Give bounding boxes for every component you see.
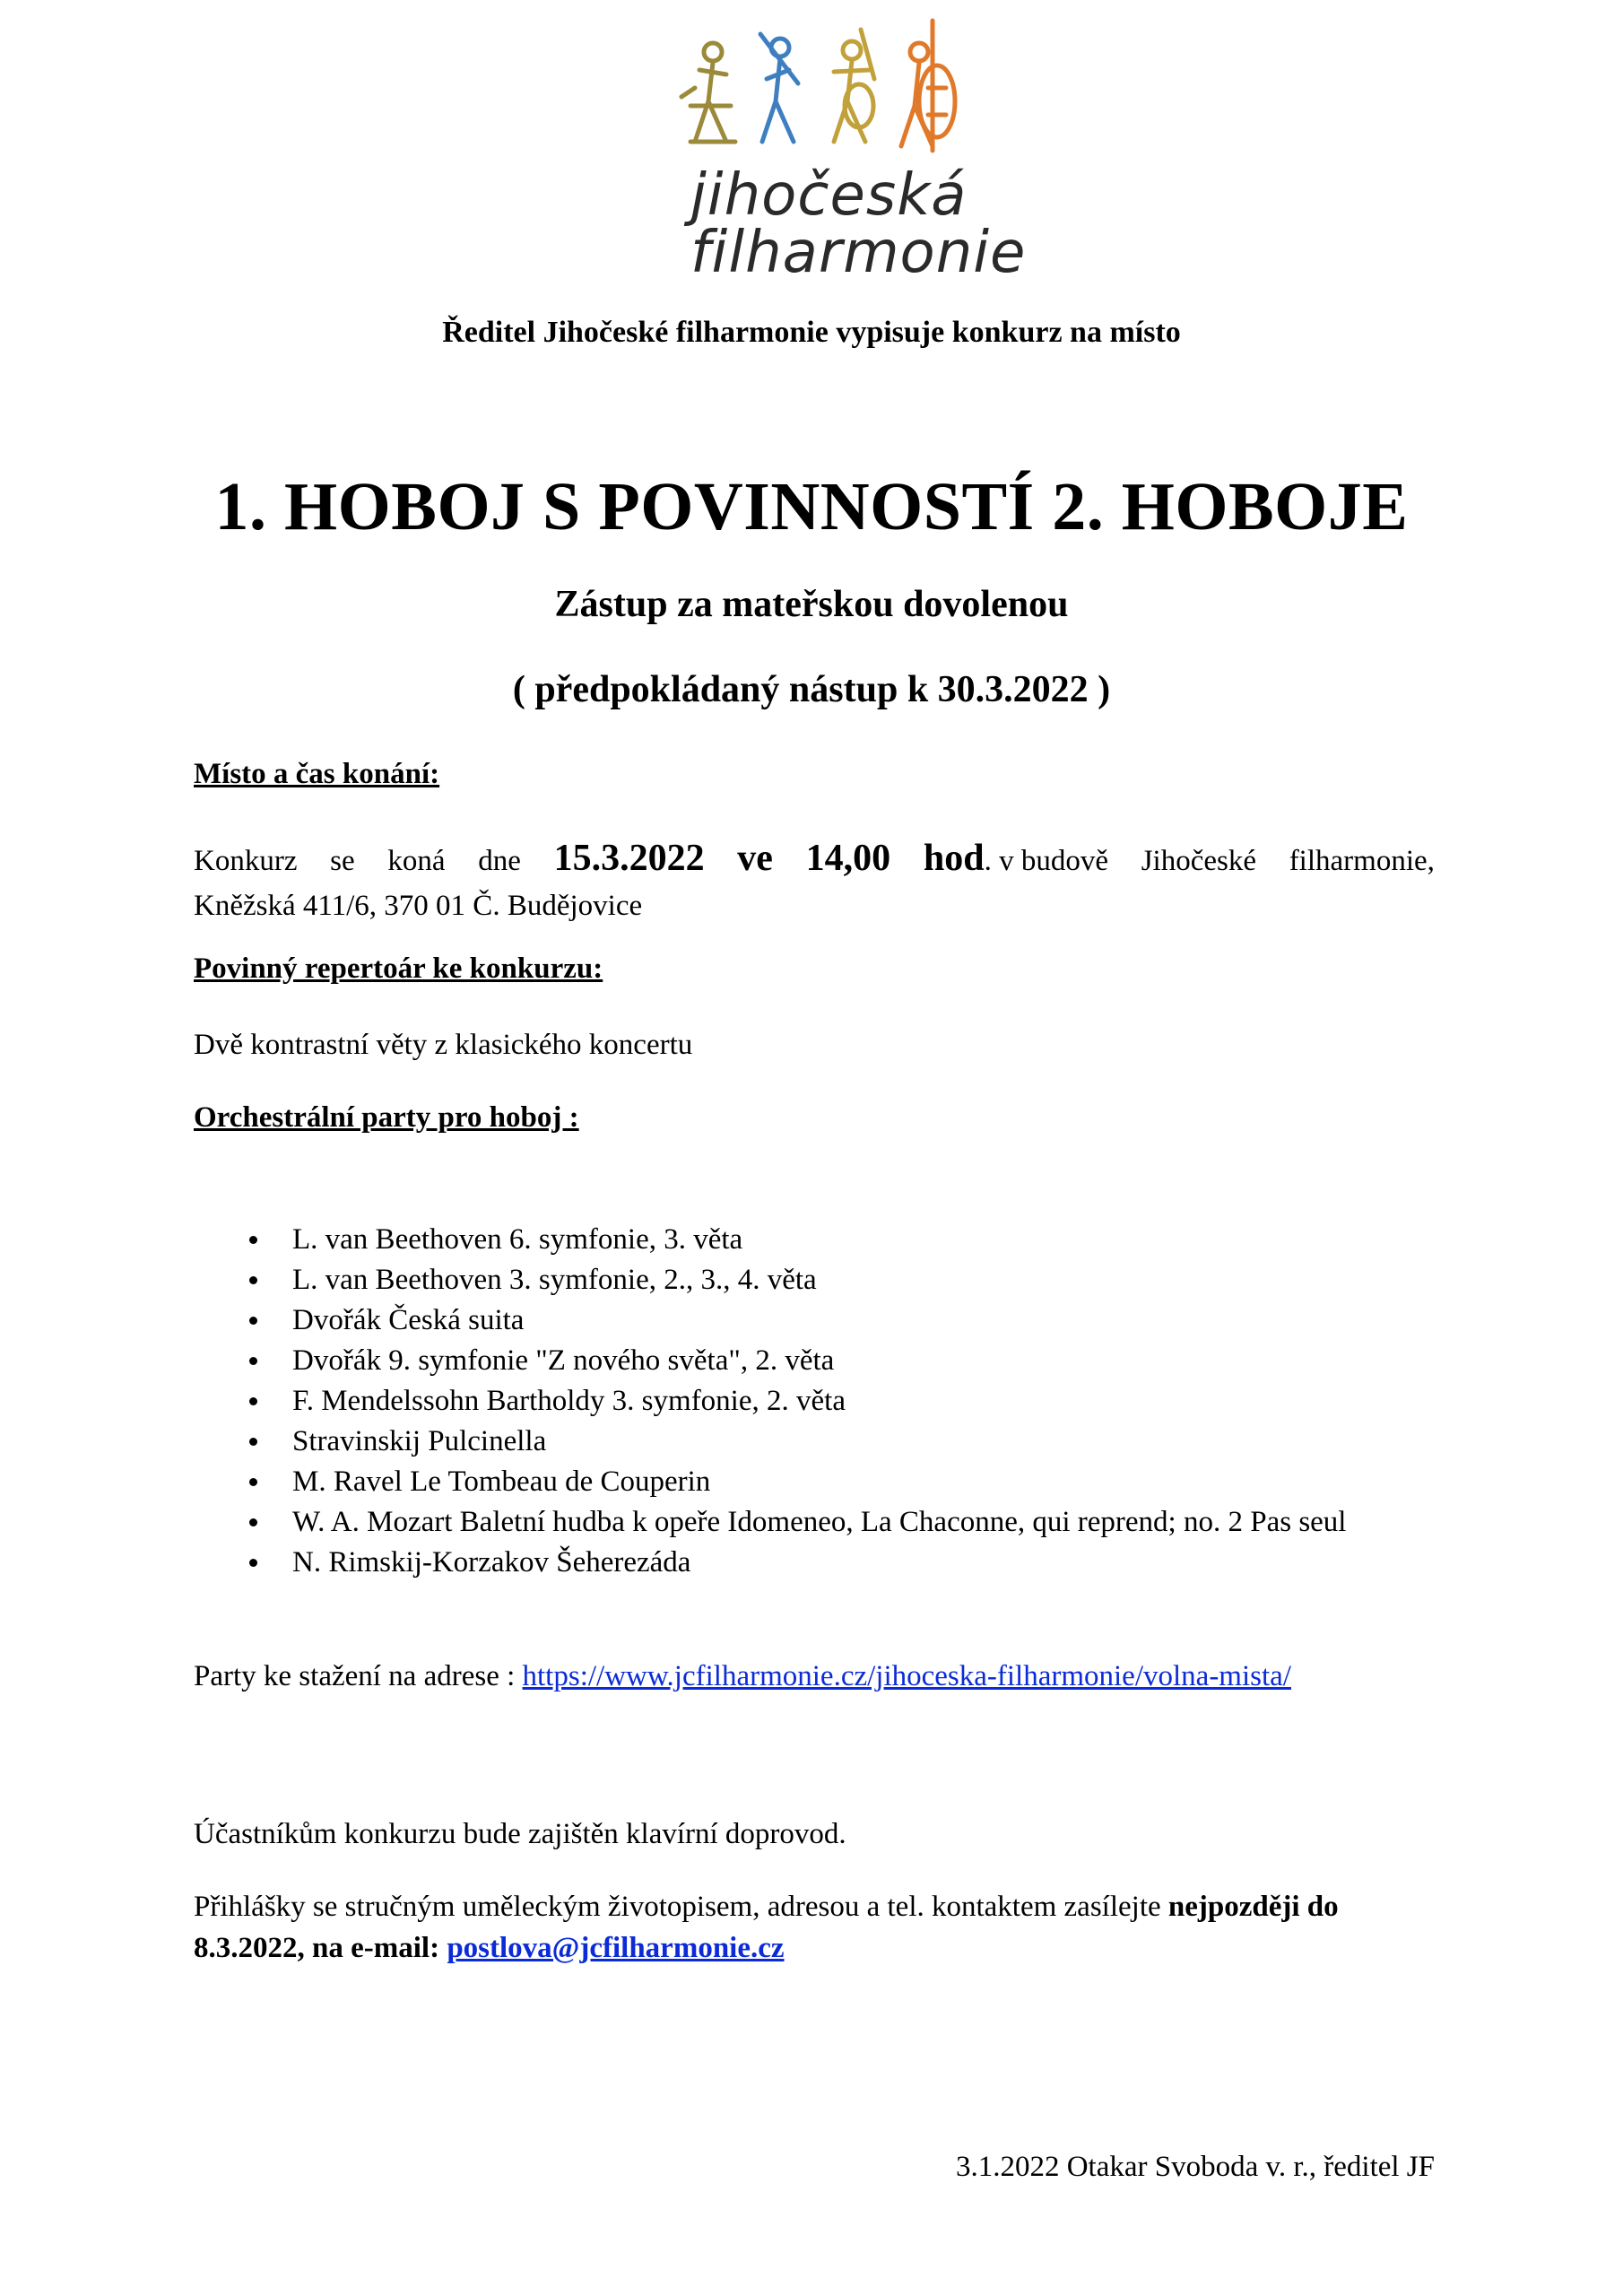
venue-word: hod <box>923 838 985 879</box>
accompaniment-text: Účastníkům konkurzu bude zajištěn klavírní doprovod. <box>194 1818 846 1850</box>
audition-date: 15.3.2022 <box>553 838 705 879</box>
logo <box>664 16 1027 286</box>
subtitle-2: ( předpokládaný nástup k 30.3.2022 ) <box>512 669 1111 710</box>
intro-text: Ředitel Jihočeské filharmonie vypisuje konkurz na místo <box>442 316 1181 349</box>
signature: 3.1.2022 Otakar Svoboda v. r., ředitel JF <box>955 2151 1435 2183</box>
list-item: W. A. Mozart Baletní hudba k opeře Idomeneo, La Chaconne, qui reprend; no. 2 Pas seul <box>194 1502 1449 1543</box>
venue-word: Konkurz <box>194 845 298 877</box>
list-item: M. Ravel Le Tombeau de Couperin <box>194 1462 1449 1502</box>
application-paragraph <box>194 1886 1449 1969</box>
application-deadline: nejpozději do 8.3.2022, na e-mail: <box>194 1891 1339 1964</box>
venue-paragraph <box>194 836 1435 928</box>
page-title: 1. HOBOJ S POVINNOSTÍ 2. HOBOJE <box>214 469 1409 544</box>
audition-time: 14,00 <box>805 838 891 879</box>
venue-word: ve <box>737 838 773 879</box>
venue-word: dne <box>478 845 521 877</box>
repertoire-heading: Povinný repertoár ke konkurzu: <box>194 952 603 985</box>
venue-word: . v budově <box>984 845 1108 877</box>
list-item: L. van Beethoven 3. symfonie, 2., 3., 4. věta <box>194 1260 1449 1300</box>
list-item: F. Mendelssohn Bartholdy 3. symfonie, 2. věta <box>194 1381 1449 1422</box>
list-item: Dvořák 9. symfonie "Z nového světa", 2. věta <box>194 1341 1449 1381</box>
venue-word: se <box>330 845 355 877</box>
repertoire-text: Dvě kontrastní věty z klasického koncertu <box>194 1029 693 1061</box>
orchestral-heading: Orchestrální party pro hoboj : <box>194 1101 579 1134</box>
list-item: N. Rimskij-Korzakov Šeherezáda <box>194 1543 1449 1583</box>
venue-address: Kněžská 411/6, 370 01 Č. Budějovice <box>194 890 643 922</box>
logo-line-2: filharmonie <box>690 220 1027 286</box>
list-item: Stravinskij Pulcinella <box>194 1422 1449 1462</box>
venue-word: filharmonie, <box>1289 845 1435 877</box>
place-heading: Místo a čas konání: <box>194 758 440 790</box>
email-link[interactable]: postlova@jcfilharmonie.cz <box>447 1932 785 1964</box>
list-item: L. van Beethoven 6. symfonie, 3. věta <box>194 1220 1449 1260</box>
subtitle-1: Zástup za mateřskou dovolenou <box>554 584 1069 625</box>
venue-word: Jihočeské <box>1141 845 1256 877</box>
download-label: Party ke stažení na adrese : <box>194 1660 523 1692</box>
list-item: Dvořák Česká suita <box>194 1300 1449 1341</box>
orchestral-list <box>194 1220 1449 1583</box>
logo-line-1: jihočeská <box>690 162 968 229</box>
download-line <box>194 1656 1291 1697</box>
venue-word: koná <box>387 845 446 877</box>
download-link[interactable]: https://www.jcfilharmonie.cz/jihoceska-filharmonie/volna-mista/ <box>522 1660 1291 1692</box>
musicians-figures <box>664 16 986 160</box>
application-text: Přihlášky se stručným uměleckým životopisem, adresou a tel. kontaktem zasílejte <box>194 1891 1168 1923</box>
